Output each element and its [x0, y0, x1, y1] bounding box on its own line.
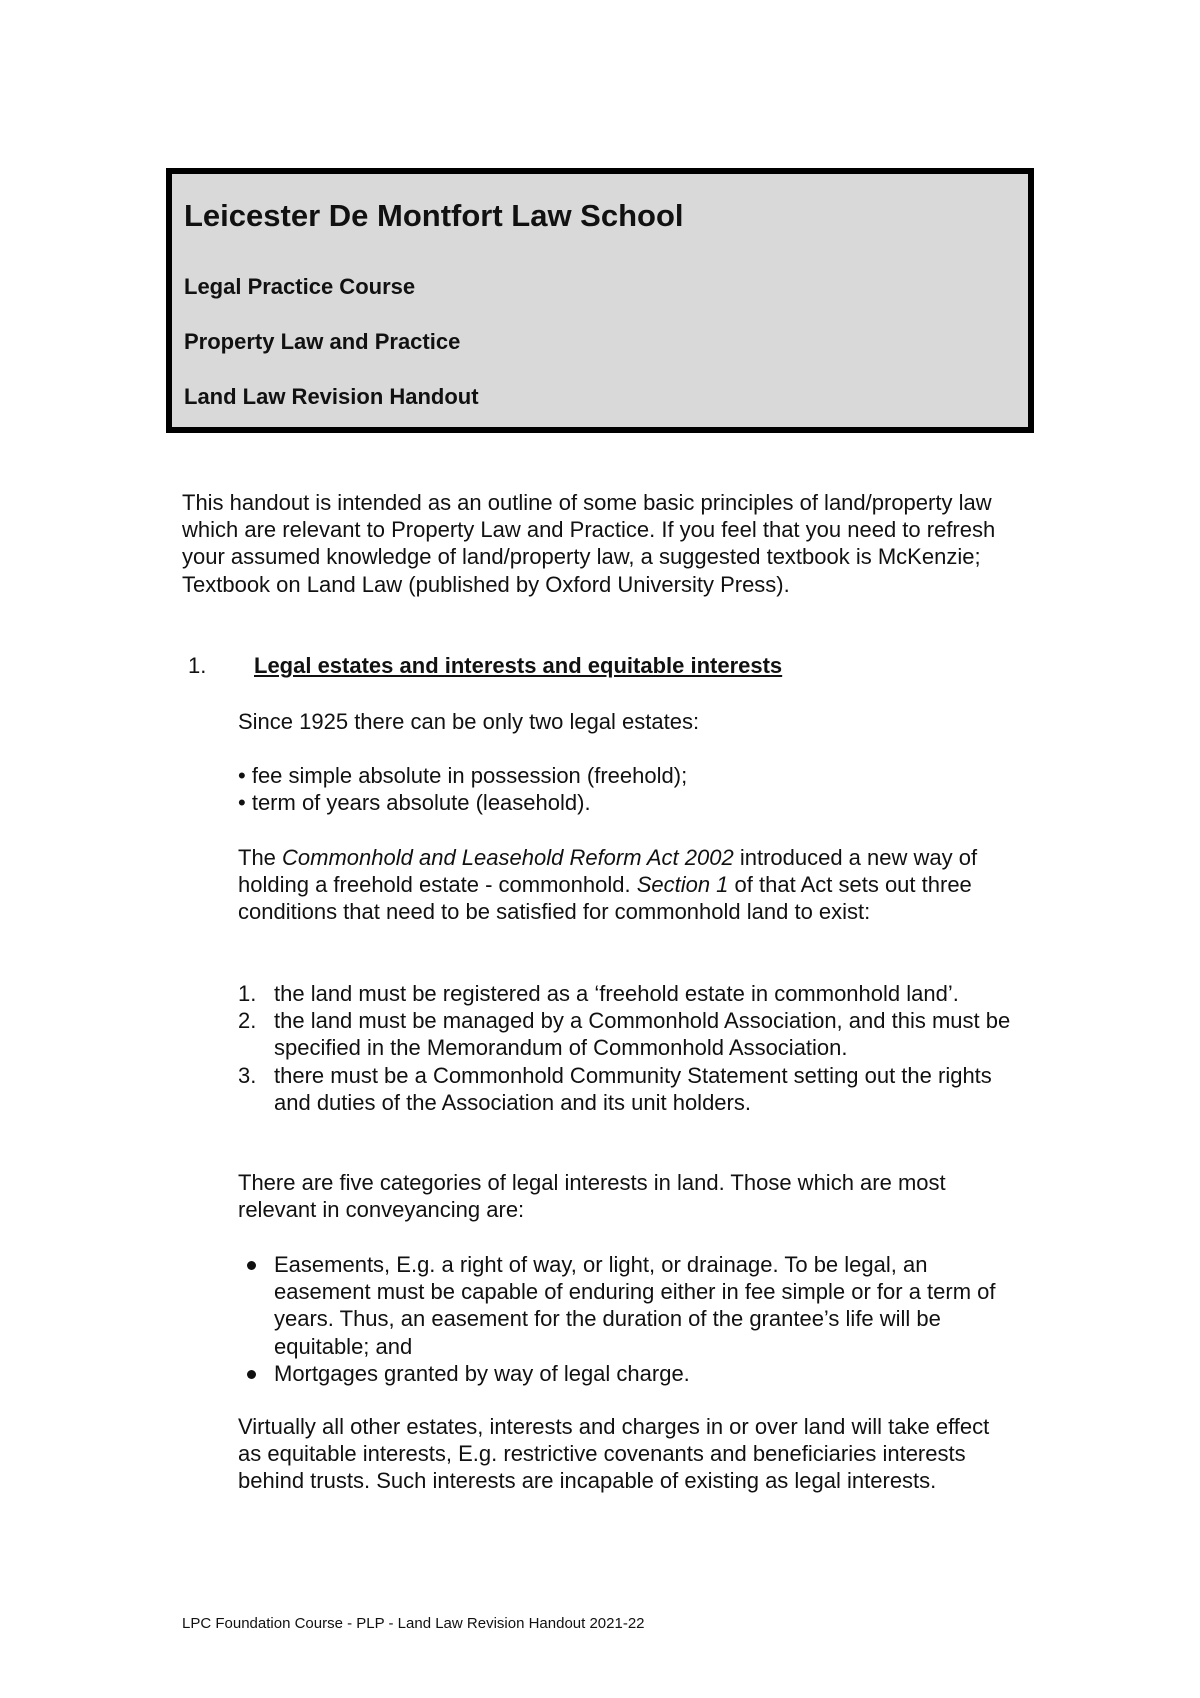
- section-title: Legal estates and interests and equitable interests: [254, 653, 783, 678]
- equitable-interests-paragraph: Virtually all other estates, interests and charges in or over land will take effect as equitable interests, E.g. restrictive covenants and beneficiaries interests behind trusts. Such interests are incapable of existing as legal interests.: [238, 1414, 990, 1494]
- commonhold-conditions-list: [238, 980, 1018, 1116]
- bullet-icon: [247, 1370, 256, 1379]
- list-item: [238, 1007, 1018, 1061]
- title-box: [166, 168, 1034, 433]
- handout-title: Land Law Revision Handout: [184, 384, 479, 409]
- legal-interests-intro: There are five categories of legal interests in land. Those which are most relevant in conveyancing are:: [238, 1170, 946, 1223]
- estate-text: fee simple absolute in possession (freehold);: [251, 763, 688, 788]
- interest-text: Mortgages granted by way of legal charge.: [274, 1360, 690, 1386]
- page-footer: LPC Foundation Course - PLP - Land Law Revision Handout 2021-22: [182, 1615, 645, 1632]
- act-name: Commonhold and Leasehold Reform Act 2002: [282, 845, 734, 870]
- section-number: 1.: [188, 653, 207, 678]
- list-item: [238, 762, 1018, 789]
- list-number: 1.: [238, 981, 257, 1006]
- school-name: Leicester De Montfort Law School: [184, 198, 684, 233]
- condition-text: there must be a Commonhold Community Statement setting out the rights and duties of the Association and its unit holders.: [274, 1062, 992, 1115]
- list-item: [238, 1062, 1018, 1116]
- course-name: Legal Practice Course: [184, 274, 416, 299]
- legal-estates-intro: Since 1925 there can be only two legal estates:: [238, 709, 700, 734]
- list-item: [238, 980, 1018, 1007]
- commonhold-paragraph: [238, 844, 1018, 926]
- text-run: The: [238, 845, 283, 870]
- text-run: introduced a new way of holding a freehold estate - commonhold.: [238, 845, 978, 898]
- section-reference: Section 1: [636, 872, 729, 898]
- intro-paragraph: This handout is intended as an outline of some basic principles of land/property law which are relevant to Property Law and Practice. If you feel that you need to refresh your assumed knowledge of land/property law, a suggested textbook is McKenzie; Textbook on Land Law (published by Oxford University Press).: [182, 490, 996, 597]
- list-item: [238, 1251, 1018, 1360]
- condition-text: the land must be managed by a Commonhold Association, and this must be specified in the Memorandum of Commonhold Association.: [274, 1008, 1011, 1061]
- list-item: [238, 789, 1018, 816]
- list-number: 2.: [238, 1008, 257, 1034]
- list-number: 3.: [238, 1062, 257, 1088]
- bullet-icon: •: [238, 763, 246, 788]
- bullet-icon: [247, 1261, 256, 1270]
- list-item: [238, 1360, 1018, 1387]
- interest-text: Easements, E.g. a right of way, or light, or drainage. To be legal, an easement must be capable of enduring either in fee simple or for a term of years. Thus, an easement for the duration of the grantee’s life will be equitable; and: [274, 1252, 996, 1359]
- legal-interests-list: [238, 1251, 1018, 1387]
- module-name: Property Law and Practice: [184, 329, 461, 354]
- section-1-heading: [188, 653, 782, 679]
- text-run: of that Act sets out three conditions that need to be satisfied for commonhold land to exist:: [238, 872, 972, 925]
- bullet-icon: •: [238, 790, 246, 816]
- condition-text: the land must be registered as a ‘freehold estate in commonhold land’.: [274, 981, 959, 1006]
- estate-text: term of years absolute (leasehold).: [251, 790, 591, 816]
- legal-estates-list: [238, 762, 1018, 816]
